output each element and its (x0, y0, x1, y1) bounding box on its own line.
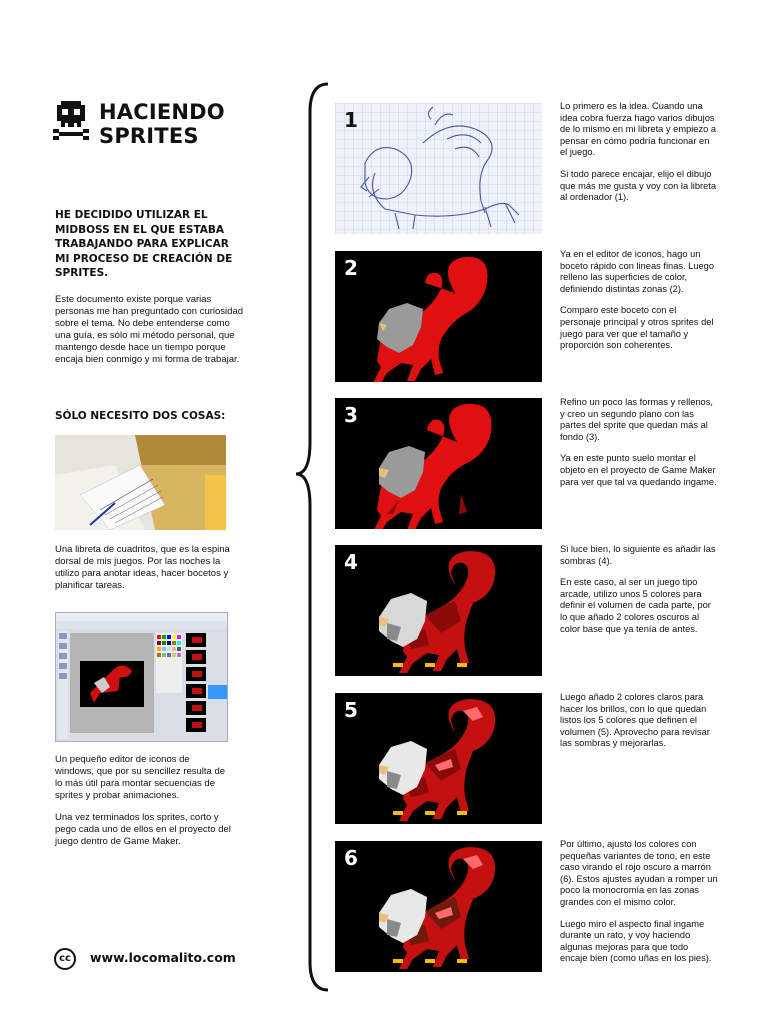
title-line-1: HACIENDO (99, 100, 225, 124)
step-1-text-1: Lo primero es la idea. Cuando una idea cobra fuerza hago varios dibujos de lo mismo en mi libreta y empiezo a pensar en cómo podría funcionar en el juego. (560, 101, 717, 158)
website-link[interactable]: www.locomalito.com (90, 950, 236, 965)
step-4-description (560, 544, 718, 645)
step-4-image (335, 545, 542, 676)
needs-heading: SÓLO NECESITO DOS COSAS: (55, 410, 226, 422)
intro-heading: HE DECIDIDO UTILIZAR EL MIDBOSS EN EL QUE ESTABA TRABAJANDO PARA EXPLICAR MI PROCESO DE CREACIÓN DE SPRITES. (55, 209, 233, 279)
curly-brace (292, 82, 332, 994)
editor-text: Un pequeño editor de iconos de windows, que por su sencillez resulta de lo más útil para montar secuencias de sprites y probar animaciones. (55, 754, 226, 801)
step-6-image (335, 841, 542, 972)
step-1-image (335, 103, 542, 234)
step-5-text-1: Luego añado 2 colores claros para hacer los brillos, con lo que quedan listos los 5 colores que definen el volumen (5). Aprovecho para revisar las sombras y mejorarlas. (560, 692, 710, 749)
game-maker-text: Una vez terminados los sprites, corto y pego cada uno de ellos en el proyecto del juego dentro de Game Maker. (55, 812, 231, 847)
step-6-text-1: Por último, ajusto los colores con pequeñas variantes de tono, en este caso virando el rojo oscuro a marrón (6). Estos ajustes ayudan a romper un poco la monocromía en las zonas grandes con el mismo color. (560, 839, 718, 907)
step-1-text-2: Si todo parece encajar, elijo el dibujo que más me gusta y voy con la libreta al ordenador (1). (560, 168, 717, 203)
step-4-text-2: En este caso, al ser un juego tipo arcade, utilizo unos 5 colores para definir el volumen de cada parte, por lo que añado 2 colores oscuros al color base que ya tenía de antes. (560, 577, 711, 634)
step-5-description (560, 692, 718, 760)
step-2-number: 2 (344, 256, 358, 280)
step-3-number: 3 (344, 403, 358, 427)
step-4-number: 4 (344, 550, 358, 574)
title-line-2: SPRITES (99, 124, 199, 148)
step-6-text-2: Luego miro el aspecto final ingame durante un rato, y voy haciendo algunas mejoras para que todo encaje bien (como uñas en los pies). (560, 918, 712, 964)
step-5-image (335, 693, 542, 824)
step-6-description (560, 839, 718, 975)
step-2-text-1: Ya en el editor de iconos, hago un boceto rápido con lineas finas. Luego relleno las superficies de color, definiendo distintas zonas (2). (560, 249, 715, 294)
intro-text: Este documento existe porque varias personas me han preguntado con curiosidad sobre el tema. No debe entenderse como una guía, es sólo mi método personal, que mantengo desde hace un tiempo porque encaja bien conmigo y mi forma de trabajar. (55, 294, 244, 365)
step-3-text-1: Refino un poco las formas y rellenos, y creo un segundo plano con las partes del sprite que quedan más al fondo (3). (560, 397, 713, 442)
step-2-description (560, 249, 718, 362)
page-title (99, 100, 225, 148)
notebook-text: Una libreta de cuadritos, que es la espina dorsal de mis juegos. Por las noches la utilizo para anotar ideas, hacer bocetos y planificar tareas. (55, 544, 230, 591)
step-3-description (560, 397, 718, 498)
skull-crossbones-icon (53, 101, 89, 143)
step-3-image (335, 398, 542, 529)
step-3-text-2: Ya en este punto suelo montar el objeto en el proyecto de Game Maker para ver que tal va quedando ingame. (560, 453, 717, 487)
step-1-description (560, 101, 718, 214)
step-6-number: 6 (344, 846, 358, 870)
step-2-text-2: Comparo este boceto con el personaje principal y otros sprites del juego para ver que el tamaño y proporción son coherentes. (560, 305, 714, 351)
icon-editor-screenshot (55, 612, 228, 742)
notebook-photo (55, 435, 226, 530)
step-2-image (335, 251, 542, 382)
step-1-number: 1 (344, 108, 358, 132)
step-4-text-1: Si luce bien, lo siguiente es añadir las sombras (4). (560, 544, 716, 566)
creative-commons-icon: cc (54, 948, 76, 970)
step-5-number: 5 (344, 698, 358, 722)
